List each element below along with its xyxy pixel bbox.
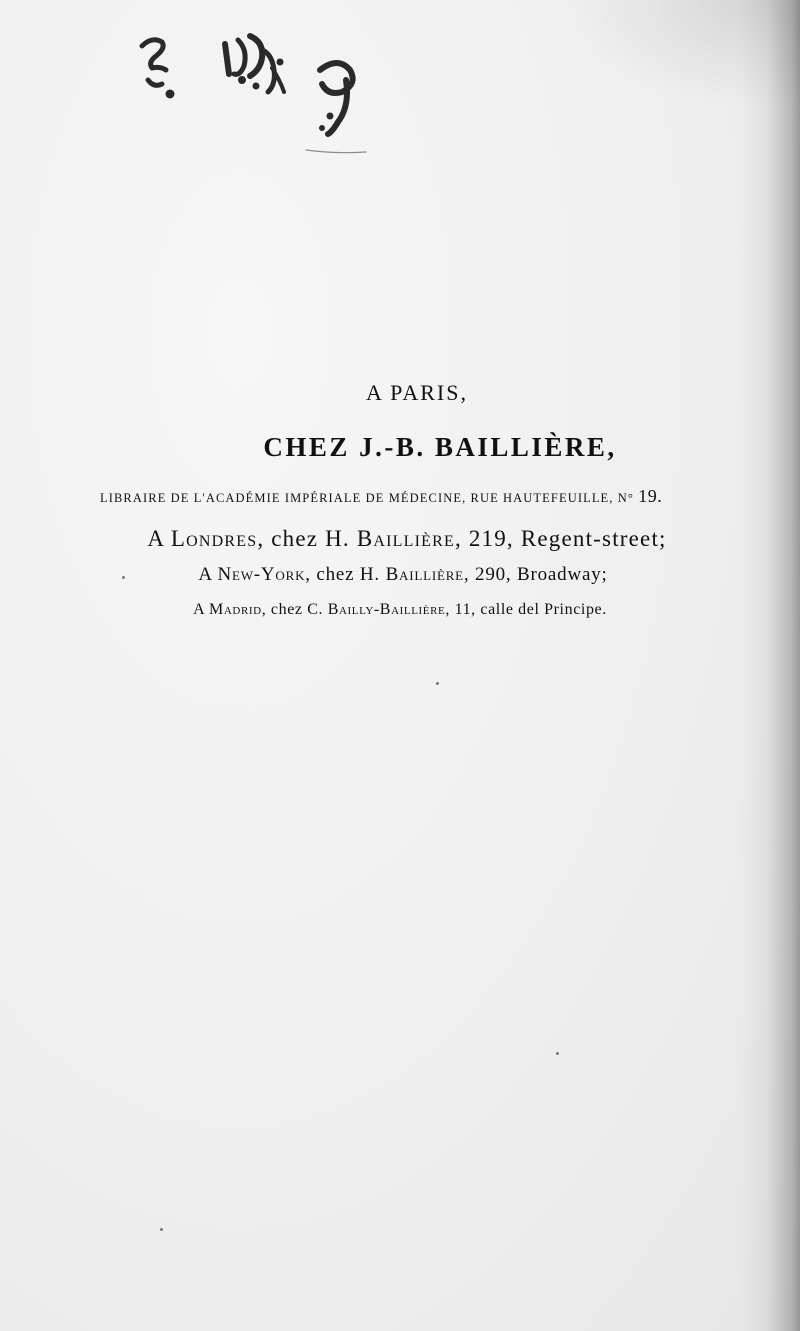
paper-speck — [436, 682, 439, 685]
newyork-rest: , 290, Broadway; — [463, 564, 608, 585]
madrid-middle: , chez C. — [261, 601, 324, 618]
imprint-address-line — [0, 486, 800, 507]
newyork-prefix: A — [198, 564, 212, 585]
address-number: 19. — [638, 486, 663, 506]
paper-speck — [556, 1052, 559, 1055]
madrid-prefix: A — [193, 601, 205, 618]
paper-speck — [122, 576, 125, 579]
london-middle: , chez H. — [257, 526, 350, 551]
imprint-madrid-line — [0, 601, 800, 619]
handwritten-shelfmark-stamp-icon — [130, 18, 380, 168]
imprint-newyork-line — [0, 564, 800, 586]
london-prefix: A — [147, 526, 164, 551]
madrid-rest: , 11, calle del Principe. — [445, 601, 607, 618]
paper-speck — [160, 1228, 163, 1231]
address-text: LIBRAIRE DE L'ACADÉMIE IMPÉRIALE DE MÉDECINE, RUE HAUTEFEUILLE, N° — [100, 491, 634, 505]
imprint-london-line — [0, 526, 800, 552]
newyork-middle: , chez H. — [305, 564, 380, 585]
imprint-city-line: A PARIS, — [365, 380, 468, 405]
london-rest: , 219, Regent-street; — [454, 526, 667, 551]
binding-shadow — [740, 0, 800, 1331]
newyork-name: Baillière — [385, 564, 464, 585]
newyork-city: New-York — [217, 564, 306, 585]
madrid-name: Bailly-Baillière — [327, 601, 446, 618]
london-name: Baillière — [356, 526, 455, 551]
imprint-publisher-line: CHEZ J.-B. BAILLIÈRE, — [263, 432, 617, 462]
london-city: Londres — [170, 526, 258, 551]
madrid-city: Madrid — [209, 601, 262, 618]
